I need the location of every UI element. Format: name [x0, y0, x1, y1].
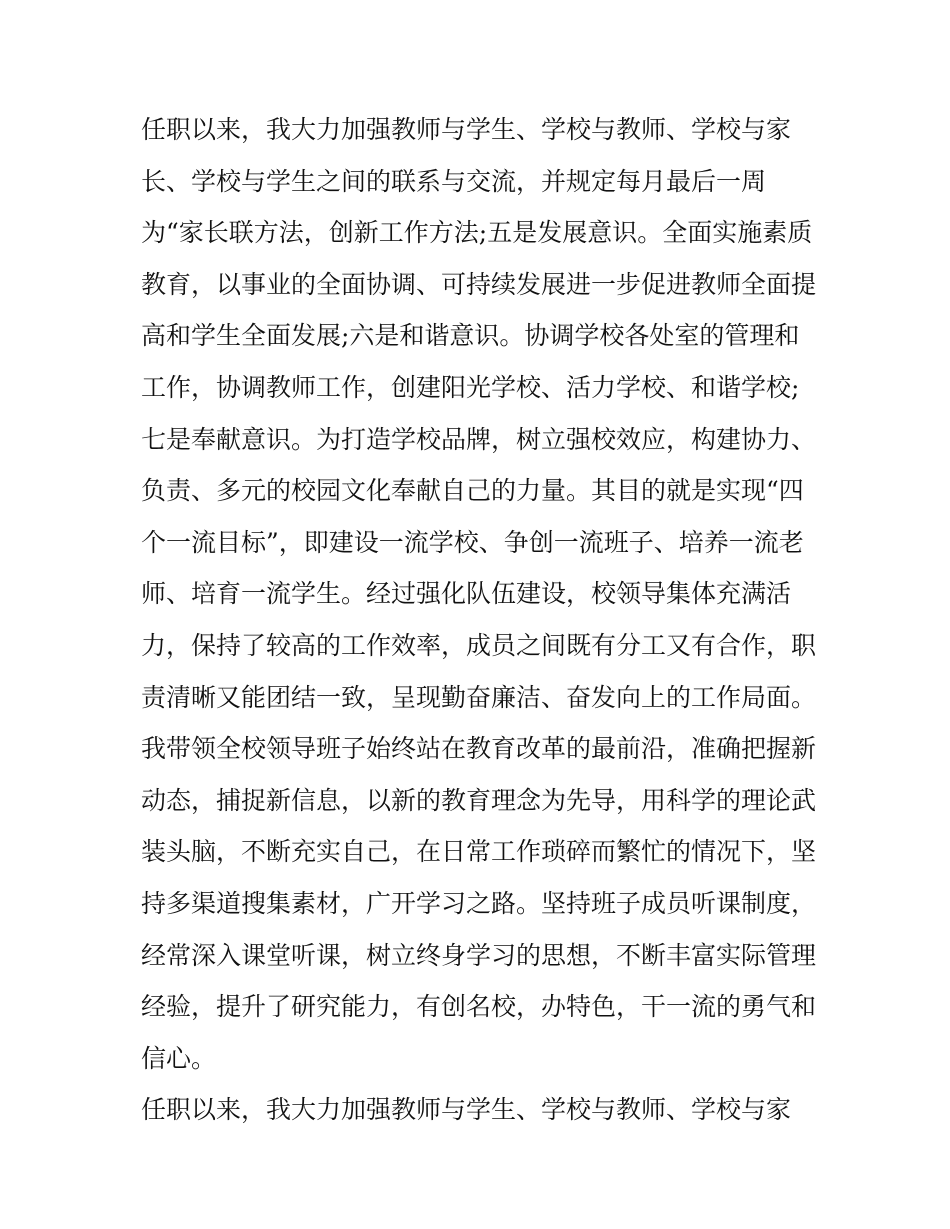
text-line: 为“家长联方法，创新工作方法;五是发展意识。全面实施素质	[141, 218, 813, 248]
text-line: 我带领全校领导班子始终站在教育改革的最前沿，准确把握新	[141, 734, 817, 764]
text-line: 任职以来，我大力加强教师与学生、学校与教师、学校与家	[141, 115, 792, 144]
text-line: 负责、多元的校园文化奉献自己的力量。其目的就是实现“四	[141, 476, 804, 506]
body-text	[141, 104, 821, 1136]
text-line: 持多渠道搜集素材，广开学习之路。坚持班子成员听课制度，	[141, 888, 817, 918]
text-line: 七是奉献意识。为打造学校品牌，树立强校效应，构建协力、	[141, 424, 817, 454]
text-line: 师、培育一流学生。经过强化队伍建设，校领导集体充满活	[141, 579, 792, 609]
text-line: 高和学生全面发展;六是和谐意识。协调学校各处室的管理和	[141, 321, 800, 351]
text-line: 动态，捕捉新信息，以新的教育理念为先导，用科学的理论武	[141, 785, 817, 815]
text-line: 信心。	[141, 1043, 217, 1073]
text-line: 个一流目标”，即建设一流学校、争创一流班子、培养一流老	[141, 527, 804, 557]
text-line: 装头脑，不断充实自己，在日常工作琐碎而繁忙的情况下，坚	[141, 837, 817, 867]
text-line: 力，保持了较高的工作效率，成员之间既有分工又有合作，职	[141, 630, 817, 660]
text-line: 责清晰又能团结一致，呈现勤奋廉洁、奋发向上的工作局面。	[141, 682, 817, 712]
text-line: 任职以来，我大力加强教师与学生、学校与教师、学校与家	[141, 1095, 792, 1125]
text-line: 工作，协调教师工作，创建阳光学校、活力学校、和谐学校;	[141, 372, 800, 402]
text-line: 经常深入课堂听课，树立终身学习的思想，不断丰富实际管理	[141, 940, 817, 970]
text-line: 经验，提升了研究能力，有创名校，办特色，干一流的勇气和	[141, 992, 817, 1022]
text-line: 教育，以事业的全面协调、可持续发展进一步促进教师全面提	[141, 269, 817, 299]
text-line: 长、学校与学生之间的联系与交流，并规定每月最后一周	[141, 166, 767, 196]
